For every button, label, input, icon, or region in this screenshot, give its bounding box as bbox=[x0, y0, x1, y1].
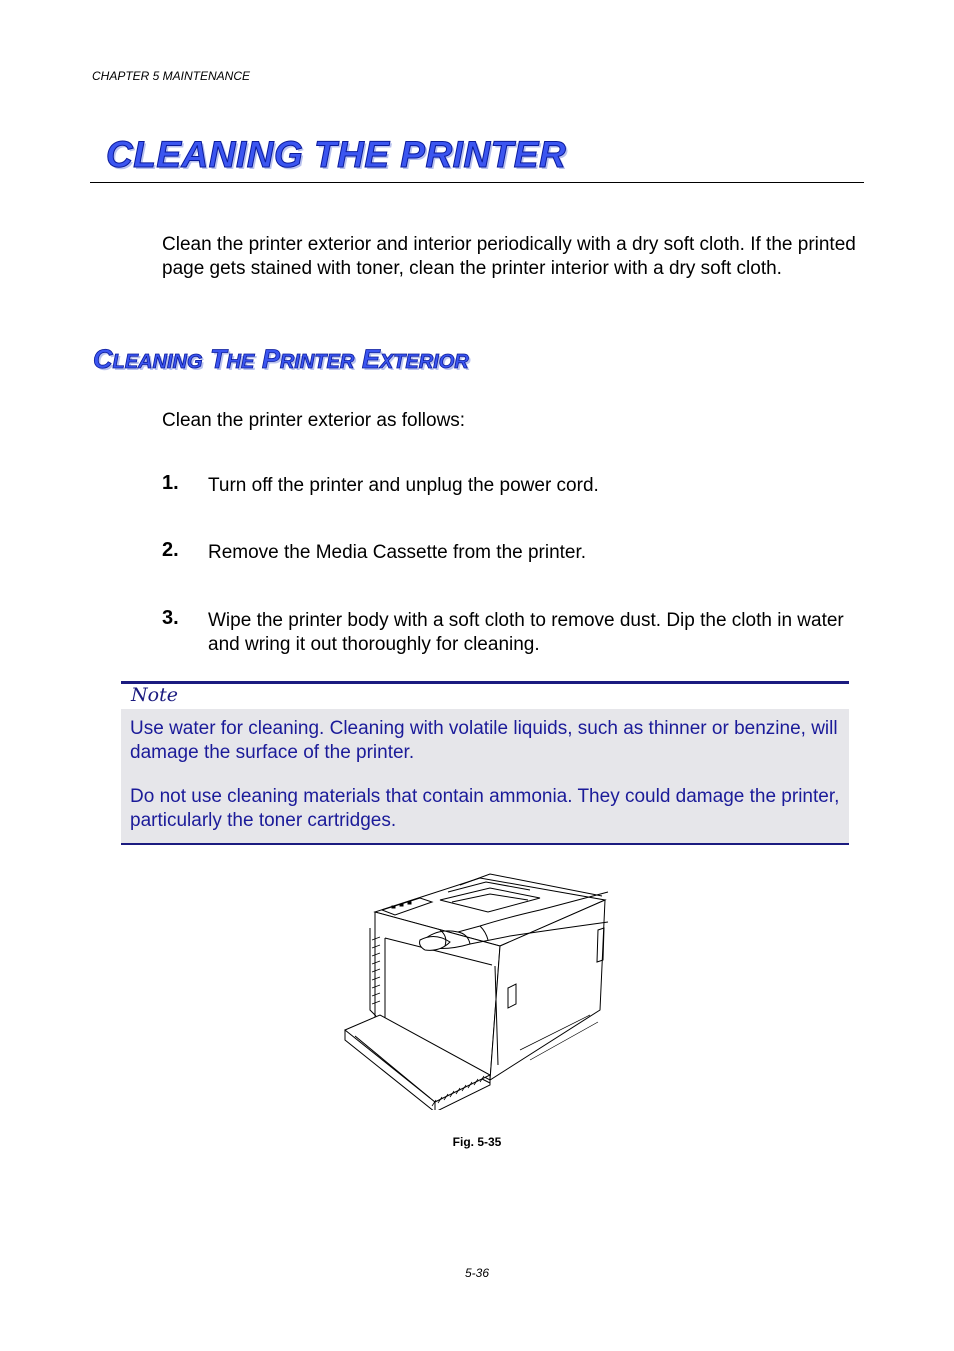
note-label: Note bbox=[131, 684, 178, 706]
section-heading-text: CLEANING THE PRINTER EXTERIOR bbox=[93, 344, 469, 374]
step-number: 1. bbox=[162, 472, 179, 494]
note-paragraph: Use water for cleaning. Cleaning with volatile liquids, such as thinner or benzine, will damage the surface of the printer. bbox=[130, 718, 838, 763]
step-text: Wipe the printer body with a soft cloth to remove dust. Dip the cloth in water and wring it out thoroughly for cleaning. bbox=[208, 610, 844, 655]
step-number: 2. bbox=[162, 539, 179, 561]
running-header: CHAPTER 5 MAINTENANCE bbox=[92, 69, 251, 83]
note-bottom-rule bbox=[121, 843, 849, 845]
lead-text: Clean the printer exterior as follows: bbox=[162, 410, 466, 431]
figure-caption: Fig. 5-35 bbox=[452, 1135, 502, 1149]
note-body bbox=[121, 709, 849, 843]
section-heading bbox=[93, 344, 469, 375]
note-box bbox=[121, 681, 849, 845]
page-number: 5-36 bbox=[464, 1266, 490, 1280]
step-number: 3. bbox=[162, 607, 179, 629]
title-divider bbox=[90, 182, 864, 183]
page-title: CLEANING THE PRINTER bbox=[106, 134, 567, 175]
step-text: Turn off the printer and unplug the power cord. bbox=[208, 475, 599, 496]
printer-cleaning-illustration bbox=[340, 870, 612, 1110]
intro-paragraph: Clean the printer exterior and interior periodically with a dry soft cloth. If the printed page gets stained with toner, clean the printer interior with a dry soft cloth. bbox=[162, 234, 856, 279]
note-top-rule bbox=[121, 681, 849, 684]
note-paragraph: Do not use cleaning materials that contain ammonia. They could damage the printer, particularly the toner cartridges. bbox=[130, 786, 840, 831]
step-text: Remove the Media Cassette from the printer. bbox=[208, 542, 587, 563]
